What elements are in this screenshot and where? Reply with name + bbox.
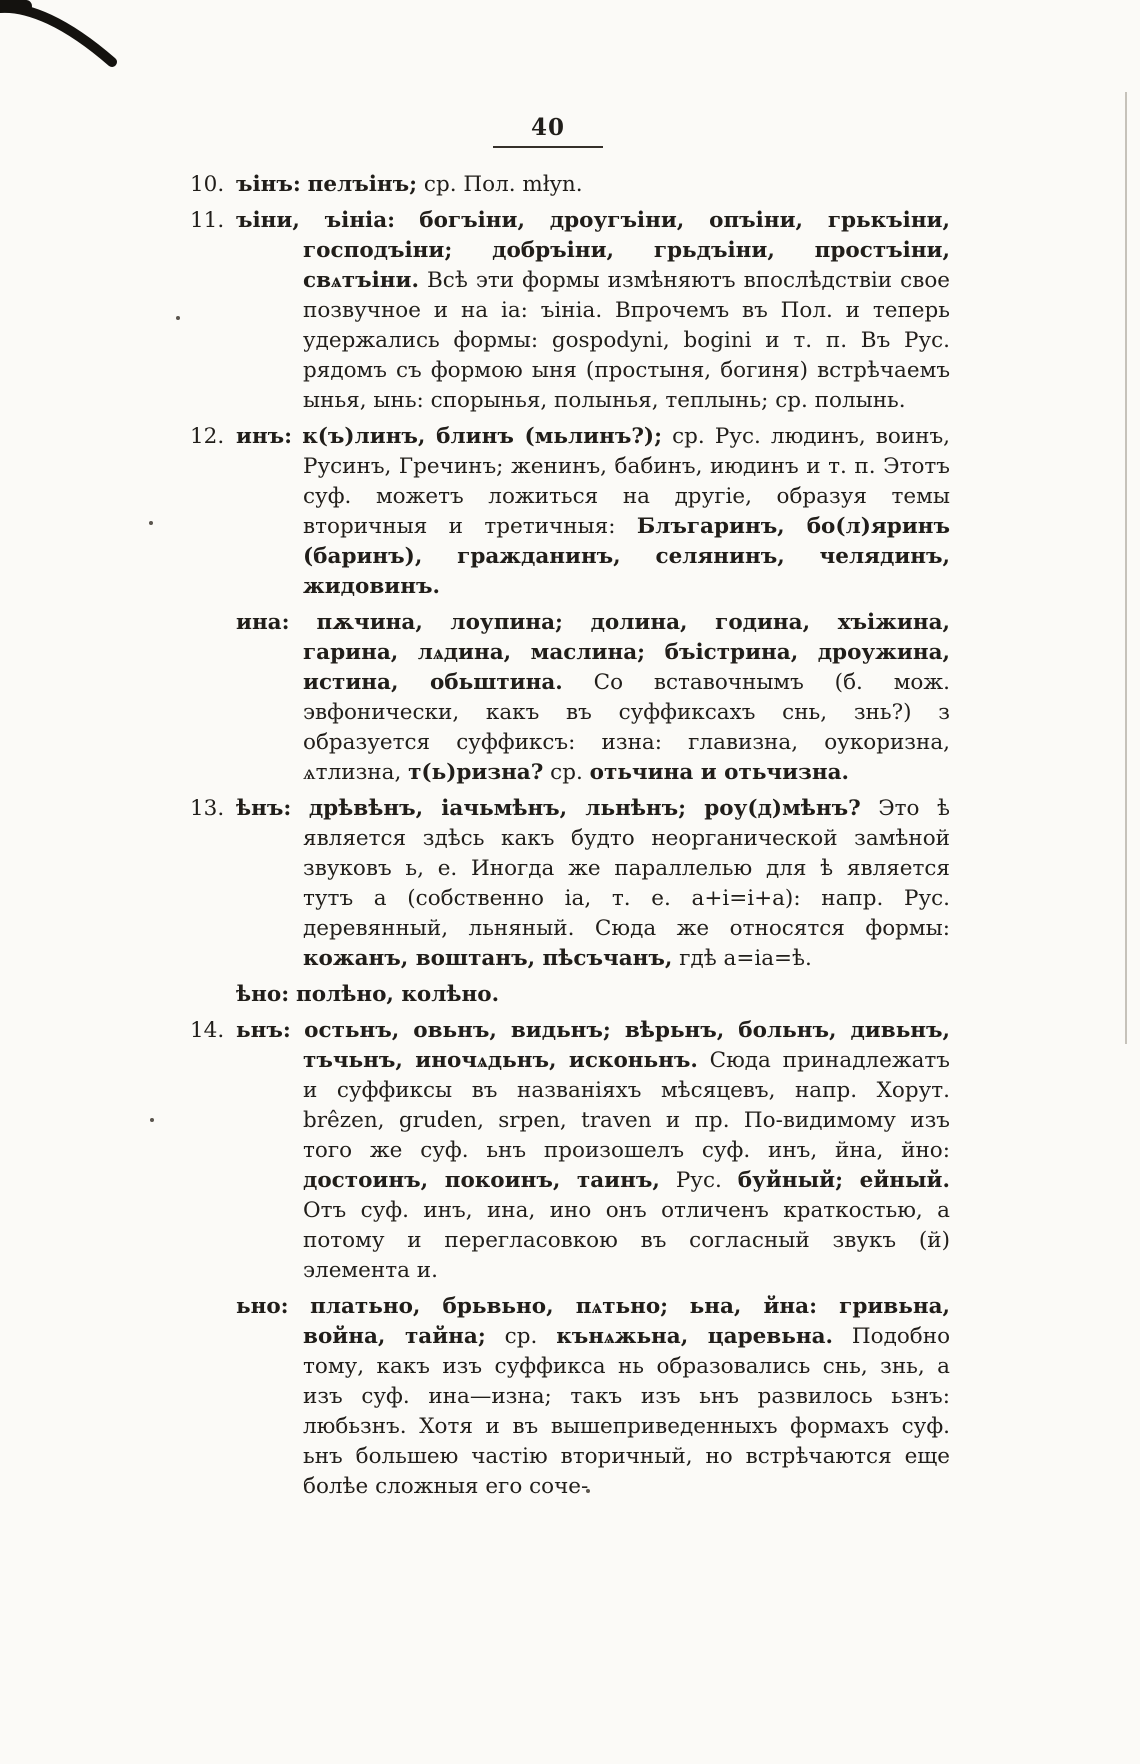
entry-number: 12.: [190, 424, 225, 449]
entry-text-segment: Отъ суф. инъ, ина, ино онъ отличенъ краткостью, а потому и перегласовкою въ согласный звукъ (й) элемента и.: [303, 1198, 950, 1283]
dictionary-entry: [190, 206, 950, 416]
entry-suffix-label: ьнъ:: [236, 1018, 291, 1043]
entry-text-segment: полѣно, колѣно.: [295, 982, 500, 1007]
entry-text-segment: Сюда принадлежатъ и суффиксы въ названіяхъ мѣсяцевъ, напр. Хорут. brêzen, gruden, srpen, traven и пр. По-видимому изъ того же суф. ьнъ произошелъ суф. инъ, йна, йно:: [303, 1048, 950, 1163]
entry-text-segment: гдѣ а=іа=ѣ.: [672, 946, 812, 971]
entry-text-segment: [668, 1294, 689, 1319]
entry-suffix-label: ъіни, ъініа:: [236, 208, 396, 233]
page-number: 40: [493, 114, 603, 148]
entry-text-segment: платьно, брьвьно, пѧтьно;: [310, 1294, 669, 1319]
entry-number: 13.: [190, 796, 225, 821]
entry-text-segment: кънѧжьна, царевьна.: [556, 1324, 833, 1349]
entry-text-segment: Это ѣ является здѣсь какъ будто неорганической замѣной звуковъ ь, е. Иногда же параллелью для ѣ является тутъ а (собственно іа, т. е. a+i=i+a): напр. Рус. деревянный, льняный. Сюда же относятся формы:: [303, 796, 950, 941]
entry-text-segment: ср.: [543, 760, 590, 785]
entry-text-segment: отьчина и отьчизна.: [589, 760, 849, 785]
entry-number: 14.: [190, 1018, 225, 1043]
entry-text-segment: Подобно тому, какъ изъ суффикса нь образовались снь, знь, а изъ суф. ина—изна; такъ изъ ьнъ развилось ьзнъ: любьзнъ. Хотя и въ вышеприведенныхъ формахъ суф. ьнъ большею частію вторичный, но встрѣчаются еще болѣе сложныя его соче-: [303, 1324, 951, 1499]
entry-text-segment: т(ь)ризна?: [408, 760, 544, 785]
entry-text-segment: Рус.: [659, 1168, 738, 1193]
entry-text-segment: пелъінъ;: [307, 172, 418, 197]
entry-text-segment: Со вставочнымъ (б. мож. эвфонически, какъ въ суффиксахъ снь, знь?) з образуется суффиксъ: изна: главизна, оукоризна, ѧтлизна,: [303, 670, 950, 785]
entry-text-segment: остьнъ, овьнъ, видьнъ; вѣрьнъ, больнъ, дивьнъ, тъчьнъ, иночѧдьнъ, исконьнъ.: [303, 1018, 950, 1073]
dictionary-entry: [190, 170, 950, 200]
entry-suffix-label: ѣно:: [236, 982, 290, 1007]
entry-text-segment: пѫчина, лоупина; долина, година, хъіжина, гарина, лѧдина, маслина; бъістрина, дроужина, истина, обьштина.: [303, 610, 950, 695]
entry-suffix-label: инъ:: [236, 424, 293, 449]
dictionary-entry: [236, 1292, 951, 1502]
entry-suffix-label: ина:: [236, 610, 290, 635]
dictionary-entry: [190, 794, 950, 974]
entry-suffix-label: ьно:: [236, 1294, 289, 1319]
entry-text-segment: ср.: [485, 1324, 557, 1349]
text-block: [190, 170, 950, 1508]
entry-suffix-label: ѣнъ:: [236, 796, 292, 821]
dictionary-entry: [190, 422, 950, 602]
entry-text-segment: буйный; ейный.: [737, 1168, 950, 1193]
scan-speck: [150, 1118, 154, 1122]
entry-text-segment: достоинъ, покоинъ, таинъ,: [303, 1168, 660, 1193]
entry-number: 10.: [190, 172, 225, 197]
scan-speck: [149, 521, 153, 525]
dictionary-entry: [236, 980, 950, 1010]
dictionary-entry: [190, 1016, 950, 1286]
entry-text-segment: Блъгаринъ, бо(л)яринъ (баринъ), гражданинъ, селянинъ, челядинъ, жидовинъ.: [303, 514, 950, 599]
entry-suffix-label: ъінъ:: [236, 172, 301, 197]
scan-edge-line: [1125, 92, 1127, 1044]
page-header: [0, 114, 1140, 148]
page-curl-artifact: [0, 0, 140, 85]
dictionary-entry: [236, 608, 950, 788]
entry-text-segment: к(ъ)линъ, блинъ (мьлинъ?);: [302, 424, 663, 449]
entry-text-segment: кожанъ, воштанъ, пѣсъчанъ,: [303, 946, 673, 971]
scan-speck: [176, 316, 180, 320]
entry-text-segment: богъіни, дроугъіни, опъіни, грькъіни, господъіни; добръіни, грьдъіни, простъіни, свѧтъіни.: [303, 208, 950, 293]
entry-text-segment: ср. Рус. людинъ, воинъ, Русинъ, Гречинъ; женинъ, бабинъ, июдинъ и т. п. Этотъ суф. можетъ ложиться на другіе, образуя темы вторичныя и третичныя:: [303, 424, 950, 539]
entry-text-segment: дрѣвѣнъ, іачьмѣнъ, льнѣнъ; роу(д)мѣнъ?: [308, 796, 861, 821]
entry-text-segment: ьна, йна: гривьна, война, тайна;: [303, 1294, 950, 1349]
entry-number: 11.: [190, 208, 225, 233]
entry-text-segment: Всѣ эти формы измѣняютъ впослѣдствіи свое позвучное и на іа: ъініа. Впрочемъ въ Пол. и теперь удержались формы: gospodyni, bogini и т. п. Въ Рус. рядомъ съ формою ыня (простыня, богиня) встрѣчаемъ ынья, ынь: спорынья, полынья, теплынь; ср. полынь.: [303, 268, 950, 413]
entry-text-segment: ср. Пол. młyn.: [417, 172, 583, 197]
